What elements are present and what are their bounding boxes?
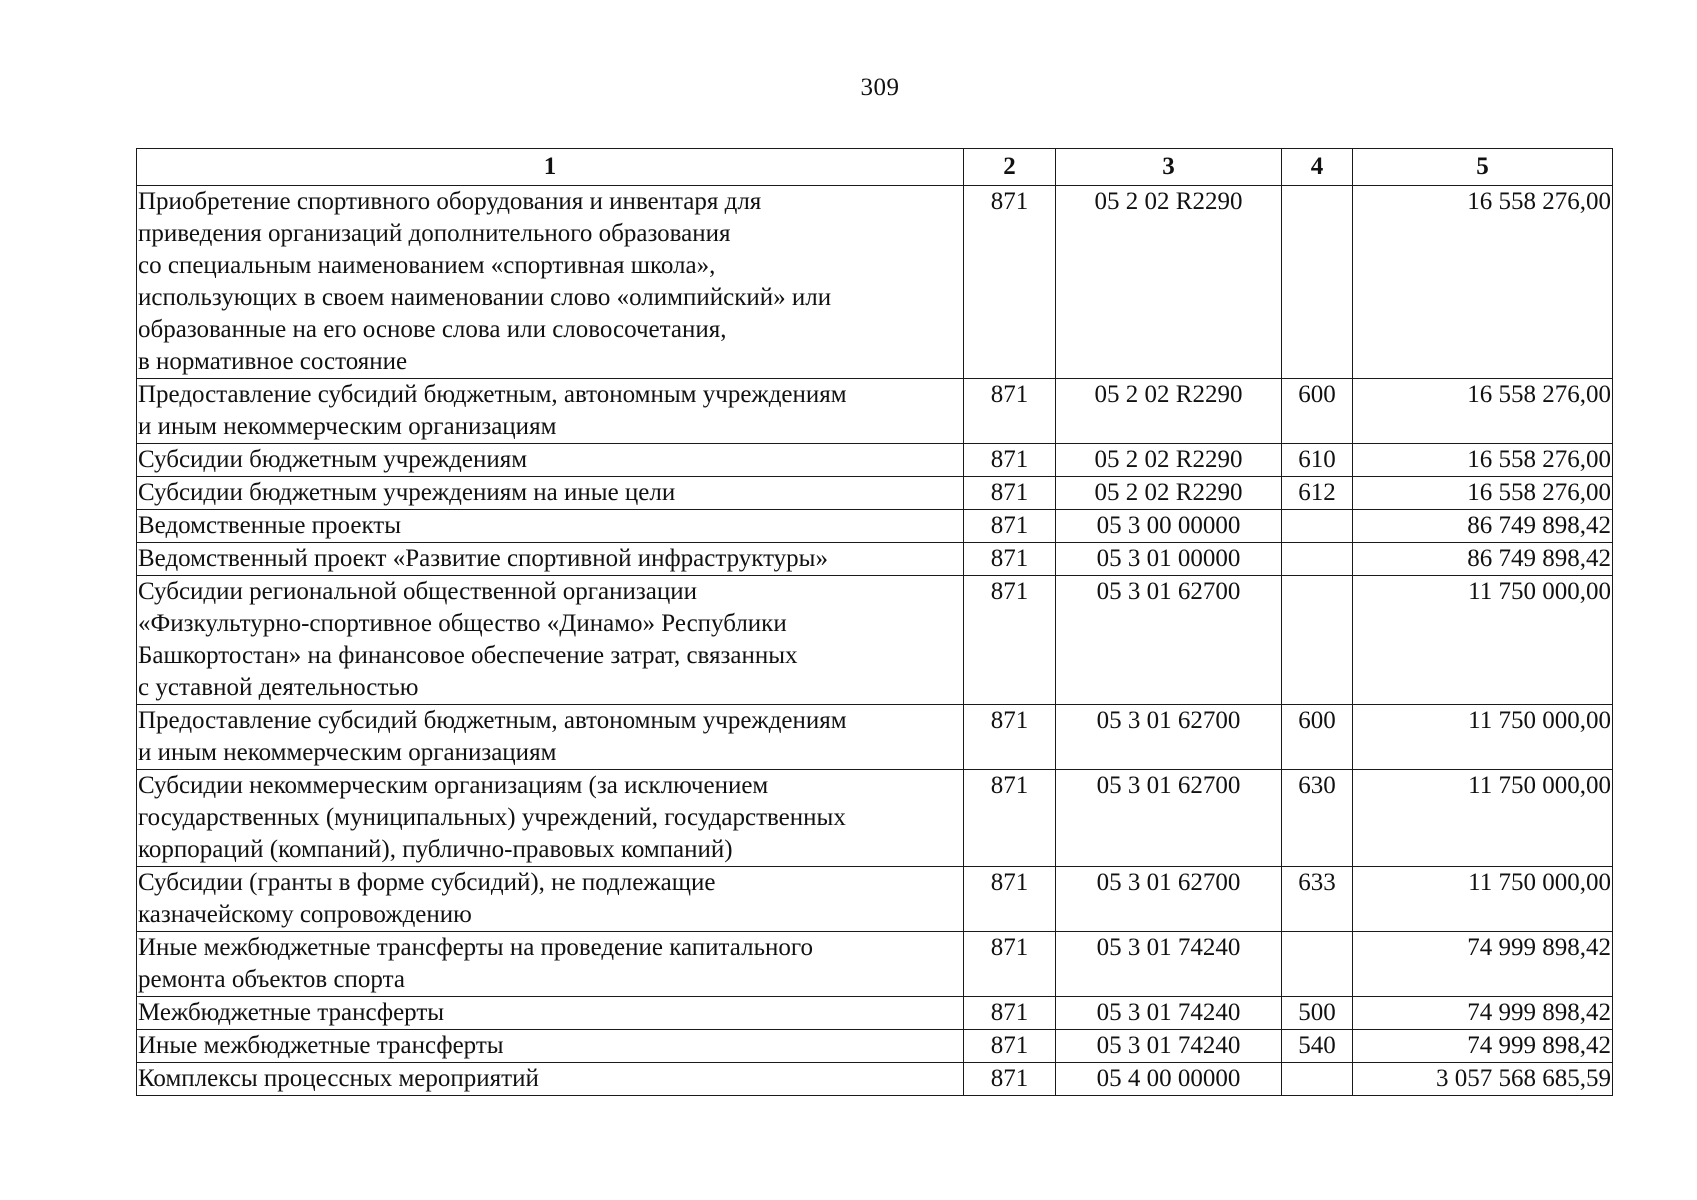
table-row [137, 932, 1613, 997]
row-description: Иные межбюджетные трансферты [137, 1030, 964, 1063]
header-col-1: 1 [137, 149, 964, 186]
row-description: Межбюджетные трансферты [137, 997, 964, 1030]
row-code-target: 05 3 01 74240 [1056, 997, 1282, 1030]
table-row [137, 186, 1613, 379]
row-code-expense: 600 [1282, 705, 1353, 770]
row-amount: 74 999 898,42 [1353, 932, 1613, 997]
row-amount: 86 749 898,42 [1353, 543, 1613, 576]
row-code-expense [1282, 576, 1353, 705]
row-code-target: 05 3 01 74240 [1056, 1030, 1282, 1063]
row-amount: 11 750 000,00 [1353, 770, 1613, 867]
table-row [137, 770, 1613, 867]
row-description: Комплексы процессных мероприятий [137, 1063, 964, 1096]
row-amount: 11 750 000,00 [1353, 867, 1613, 932]
row-code-expense [1282, 1063, 1353, 1096]
table-row [137, 576, 1613, 705]
row-code-target: 05 3 01 62700 [1056, 576, 1282, 705]
row-code-admin: 871 [964, 379, 1056, 444]
row-code-admin: 871 [964, 997, 1056, 1030]
row-description: Иные межбюджетные трансферты на проведение капитального ремонта объектов спорта [137, 932, 964, 997]
row-amount: 16 558 276,00 [1353, 379, 1613, 444]
row-code-admin: 871 [964, 444, 1056, 477]
row-code-expense [1282, 510, 1353, 543]
row-code-admin: 871 [964, 543, 1056, 576]
row-code-expense: 540 [1282, 1030, 1353, 1063]
header-col-5: 5 [1353, 149, 1613, 186]
row-code-target: 05 3 01 00000 [1056, 543, 1282, 576]
page-number: 309 [860, 74, 900, 101]
row-amount: 16 558 276,00 [1353, 444, 1613, 477]
row-code-target: 05 3 01 74240 [1056, 932, 1282, 997]
header-row [137, 149, 1613, 186]
table-row [137, 1030, 1613, 1063]
row-description: Субсидии бюджетным учреждениям [137, 444, 964, 477]
table-row [137, 477, 1613, 510]
row-code-target: 05 2 02 R2290 [1056, 186, 1282, 379]
header-col-3: 3 [1056, 149, 1282, 186]
budget-table-container [136, 148, 1612, 1096]
table-row [137, 543, 1613, 576]
row-code-target: 05 2 02 R2290 [1056, 444, 1282, 477]
row-description: Субсидии региональной общественной организации «Физкультурно-спортивное общество «Динамо» Республики Башкортостан» на финансовое обеспечение затрат, связанных с уставной деятельностью [137, 576, 964, 705]
budget-table [136, 148, 1613, 1096]
row-code-target: 05 2 02 R2290 [1056, 379, 1282, 444]
row-code-expense [1282, 186, 1353, 379]
row-code-target: 05 3 01 62700 [1056, 705, 1282, 770]
row-description: Ведомственные проекты [137, 510, 964, 543]
row-amount: 74 999 898,42 [1353, 997, 1613, 1030]
table-row [137, 997, 1613, 1030]
row-code-target: 05 3 00 00000 [1056, 510, 1282, 543]
row-code-target: 05 3 01 62700 [1056, 770, 1282, 867]
row-code-admin: 871 [964, 770, 1056, 867]
header-col-2: 2 [964, 149, 1056, 186]
table-body [137, 186, 1613, 1096]
row-code-target: 05 4 00 00000 [1056, 1063, 1282, 1096]
row-description: Приобретение спортивного оборудования и инвентаря для приведения организаций дополнительного образования со специальным наименованием «спортивная школа», использующих в своем наименовании слово «олимпийский» или образованные на его основе слова или словосочетания, в нормативное состояние [137, 186, 964, 379]
row-code-admin: 871 [964, 867, 1056, 932]
row-code-expense: 630 [1282, 770, 1353, 867]
header-col-4: 4 [1282, 149, 1353, 186]
row-code-expense: 610 [1282, 444, 1353, 477]
table-row [137, 379, 1613, 444]
row-code-admin: 871 [964, 1063, 1056, 1096]
table-row [137, 705, 1613, 770]
table-row [137, 444, 1613, 477]
row-code-expense [1282, 932, 1353, 997]
row-code-expense: 600 [1282, 379, 1353, 444]
row-amount: 11 750 000,00 [1353, 576, 1613, 705]
row-amount: 16 558 276,00 [1353, 186, 1613, 379]
row-amount: 16 558 276,00 [1353, 477, 1613, 510]
row-code-target: 05 2 02 R2290 [1056, 477, 1282, 510]
row-amount: 11 750 000,00 [1353, 705, 1613, 770]
row-code-admin: 871 [964, 477, 1056, 510]
row-code-admin: 871 [964, 1030, 1056, 1063]
table-header [137, 149, 1613, 186]
row-code-expense [1282, 543, 1353, 576]
row-description: Субсидии (гранты в форме субсидий), не подлежащие казначейскому сопровождению [137, 867, 964, 932]
row-code-target: 05 3 01 62700 [1056, 867, 1282, 932]
row-description: Субсидии некоммерческим организациям (за исключением государственных (муниципальных) учреждений, государственных корпораций (компаний), публично-правовых компаний) [137, 770, 964, 867]
row-description: Ведомственный проект «Развитие спортивной инфраструктуры» [137, 543, 964, 576]
table-row [137, 510, 1613, 543]
row-code-admin: 871 [964, 186, 1056, 379]
row-description: Предоставление субсидий бюджетным, автономным учреждениям и иным некоммерческим организациям [137, 379, 964, 444]
row-code-expense: 500 [1282, 997, 1353, 1030]
row-description: Предоставление субсидий бюджетным, автономным учреждениям и иным некоммерческим организациям [137, 705, 964, 770]
row-code-admin: 871 [964, 932, 1056, 997]
table-row [137, 1063, 1613, 1096]
table-row [137, 867, 1613, 932]
row-amount: 74 999 898,42 [1353, 1030, 1613, 1063]
row-amount: 86 749 898,42 [1353, 510, 1613, 543]
row-code-admin: 871 [964, 705, 1056, 770]
row-amount: 3 057 568 685,59 [1353, 1063, 1613, 1096]
row-code-admin: 871 [964, 576, 1056, 705]
row-code-expense: 612 [1282, 477, 1353, 510]
row-code-admin: 871 [964, 510, 1056, 543]
row-code-expense: 633 [1282, 867, 1353, 932]
row-description: Субсидии бюджетным учреждениям на иные цели [137, 477, 964, 510]
